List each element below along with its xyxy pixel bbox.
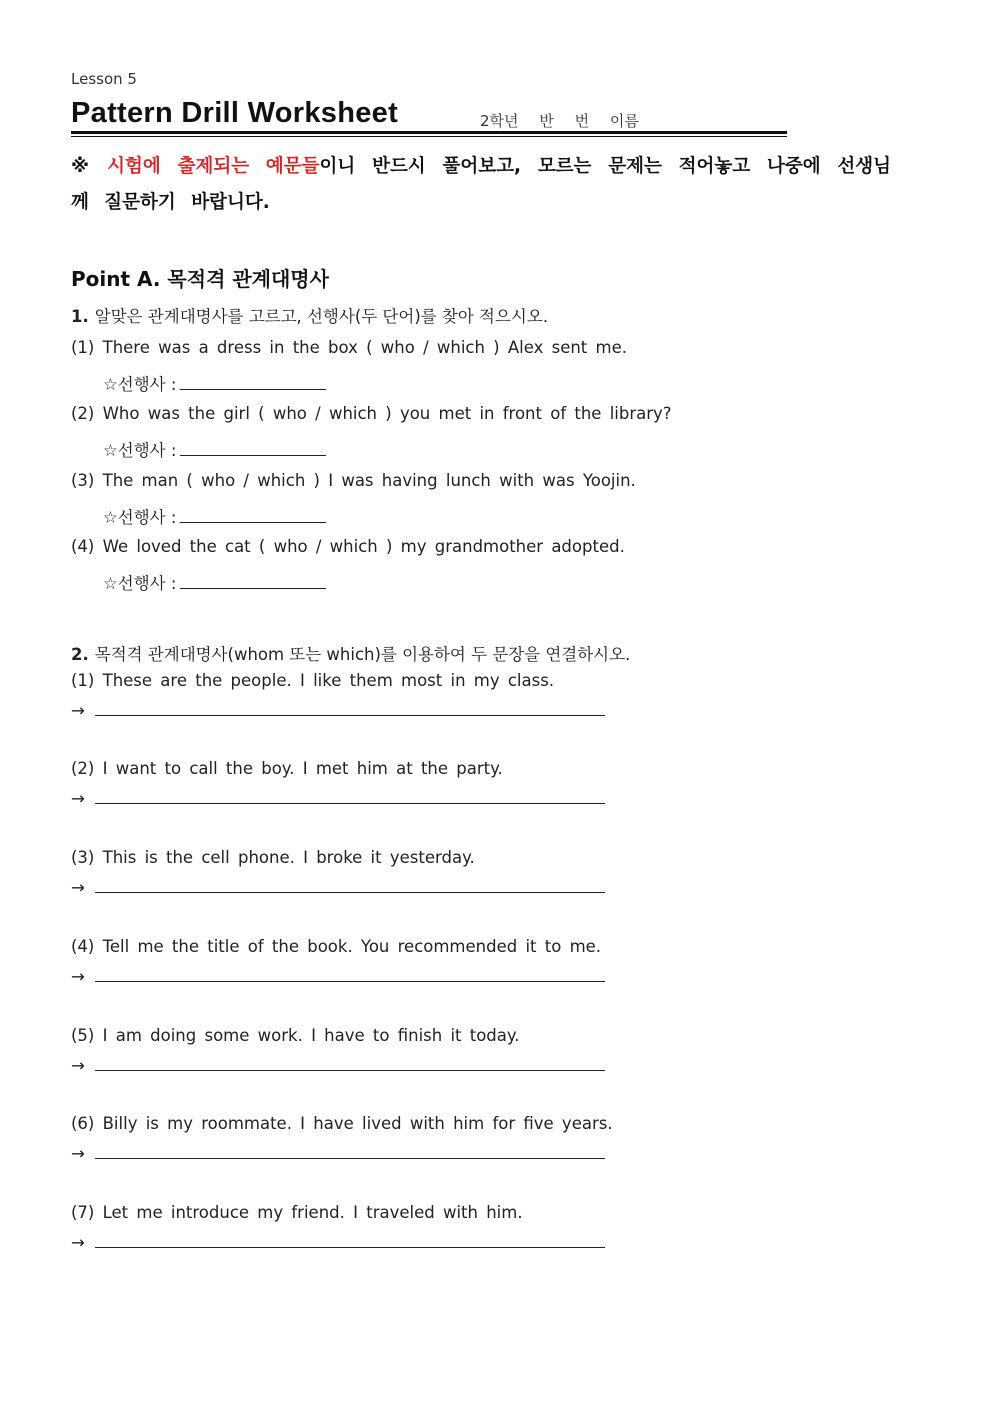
antecedent-blank[interactable] [180, 373, 326, 390]
answer-line[interactable] [95, 1144, 605, 1159]
answer-line[interactable] [95, 878, 605, 893]
q2-answer-1 [71, 701, 605, 720]
antecedent-blank[interactable] [180, 439, 326, 456]
answer-line[interactable] [95, 789, 605, 804]
answer-line[interactable] [95, 967, 605, 982]
q1-antecedent-4 [103, 570, 326, 594]
q1-item-4: (4) We loved the cat ( who / which ) my grandmother adopted. [71, 537, 625, 556]
q1-item-2: (2) Who was the girl ( who / which ) you met in front of the library? [71, 404, 672, 423]
q2-answer-7 [71, 1233, 605, 1252]
number-label: 번 [574, 112, 590, 130]
notice-rest: 이니 반드시 풀어보고, 모르는 문제는 적어놓고 나중에 선생님께 질문하기 바랍니다. [71, 156, 891, 213]
q2-answer-4 [71, 967, 605, 986]
title-rule-thick [71, 131, 787, 134]
arrow-icon: → [71, 789, 85, 808]
q2-item-5: (5) I am doing some work. I have to finish it today. [71, 1026, 520, 1045]
notice-highlight: 시험에 출제되는 예문들 [107, 156, 320, 177]
arrow-icon: → [71, 878, 85, 897]
q1-antecedent-3 [103, 504, 326, 528]
antecedent-blank[interactable] [180, 572, 326, 589]
question-2-header [71, 641, 630, 665]
antecedent-label: ☆선행사 : [103, 375, 177, 394]
q2-item-7: (7) Let me introduce my friend. I traveled with him. [71, 1203, 523, 1222]
q2-item-4: (4) Tell me the title of the book. You recommended it to me. [71, 937, 602, 956]
antecedent-blank[interactable] [180, 506, 326, 523]
answer-line[interactable] [95, 701, 605, 716]
q2-answer-2 [71, 789, 605, 808]
class-label: 반 [539, 112, 554, 130]
question-2-number: 2. [71, 645, 89, 664]
q2-answer-6 [71, 1144, 605, 1163]
q2-item-2: (2) I want to call the boy. I met him at the party. [71, 759, 503, 778]
q1-item-3: (3) The man ( who / which ) I was having lunch with was Yoojin. [71, 471, 636, 490]
q2-item-1: (1) These are the people. I like them most in my class. [71, 671, 555, 690]
section-title: Point A. 목적격 관계대명사 [71, 267, 329, 291]
arrow-icon: → [71, 1144, 85, 1163]
q1-antecedent-2 [103, 437, 326, 461]
answer-line[interactable] [95, 1233, 605, 1248]
antecedent-label: ☆선행사 : [103, 508, 177, 527]
antecedent-label: ☆선행사 : [103, 574, 177, 593]
answer-line[interactable] [95, 1056, 605, 1071]
arrow-icon: → [71, 1056, 85, 1075]
arrow-icon: → [71, 1233, 85, 1252]
notice-mark: ※ [71, 156, 91, 177]
q2-item-6: (6) Billy is my roommate. I have lived with him for five years. [71, 1114, 613, 1133]
antecedent-label: ☆선행사 : [103, 441, 177, 460]
student-info [480, 110, 655, 131]
page-title: Pattern Drill Worksheet [71, 97, 399, 129]
grade-label: 2학년 [480, 112, 519, 130]
question-1-header [71, 303, 548, 327]
question-2-instruction: 목적격 관계대명사(whom 또는 which)를 이용하여 두 문장을 연결하시오. [94, 645, 631, 664]
name-label: 이름 [609, 112, 639, 130]
arrow-icon: → [71, 967, 85, 986]
lesson-label: Lesson 5 [71, 70, 137, 88]
question-1-instruction: 알맞은 관계대명사를 고르고, 선행사(두 단어)를 찾아 적으시오. [94, 307, 549, 326]
arrow-icon: → [71, 701, 85, 720]
notice-text [71, 149, 891, 221]
q2-answer-3 [71, 878, 605, 897]
title-rule-thin [71, 136, 787, 137]
q1-item-1: (1) There was a dress in the box ( who / which ) Alex sent me. [71, 338, 627, 357]
q2-answer-5 [71, 1056, 605, 1075]
q1-antecedent-1 [103, 371, 326, 395]
q2-item-3: (3) This is the cell phone. I broke it yesterday. [71, 848, 475, 867]
question-1-number: 1. [71, 307, 89, 326]
